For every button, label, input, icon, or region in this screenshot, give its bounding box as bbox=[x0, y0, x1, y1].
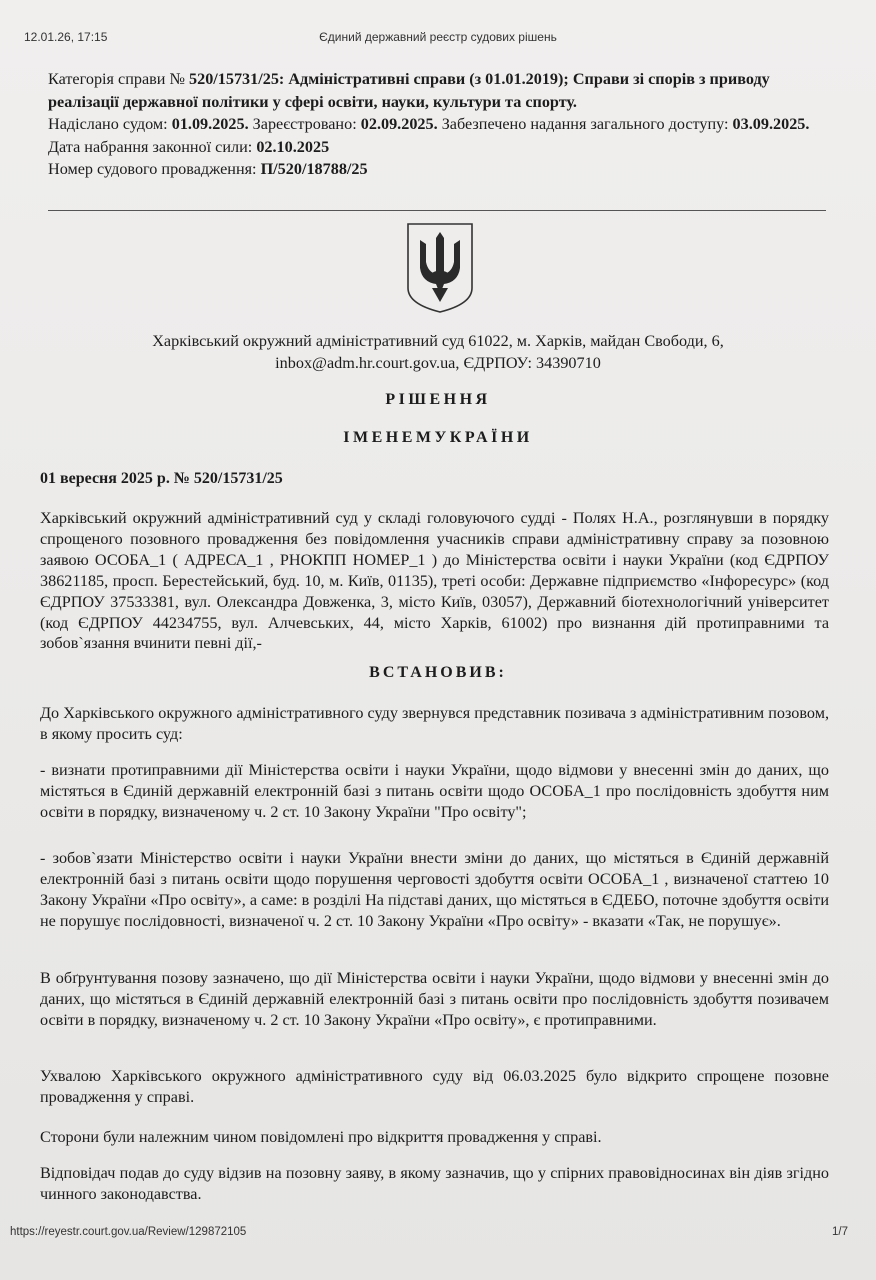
page-number: 1/7 bbox=[832, 1226, 848, 1238]
court-address bbox=[60, 330, 816, 374]
case-category: Категорія справи № 520/15731/25: Адміністративні справи (з 01.01.2019); Справи зі спорів з приводу реалізації державної політики у сфері освіти, науки, культури та спорту. bbox=[48, 70, 770, 111]
court-address-line1: Харківський окружний адміністративний суд 61022, м. Харків, майдан Свободи, 6, bbox=[152, 332, 724, 350]
registered-date: 02.09.2025. bbox=[360, 115, 438, 133]
access-date: 03.09.2025. bbox=[732, 115, 810, 133]
decision-date-number: 01 вересня 2025 р. № 520/15731/25 bbox=[40, 470, 283, 487]
print-url: https://reyestr.court.gov.ua/Review/129872105 bbox=[10, 1226, 247, 1238]
print-footer bbox=[10, 1226, 848, 1242]
effective-date-line: Дата набрання законної сили: 02.10.2025 bbox=[48, 137, 330, 156]
paragraph: Відповідач подав до суду відзив на позовну заяву, в якому зазначив, що у спірних правовідносинах він діяв згідно чинного законодавства. bbox=[40, 1164, 829, 1203]
print-header bbox=[20, 30, 856, 48]
case-metadata bbox=[48, 68, 818, 181]
proceeding-number: П/520/18788/25 bbox=[260, 160, 368, 178]
case-category-value: 520/15731/25: Адміністративні справи (з 01.01.2019); Справи зі спорів з приводу реалізації державної політики у сфері освіти, науки, культури та спорту. bbox=[48, 70, 770, 111]
decision-heading: РІШЕННЯ bbox=[385, 391, 491, 408]
paragraph: - зобов`язати Міністерство освіти і науки України внести зміни до даних, що містяться в Єдиній державній електронній базі з питань освіти щодо порушення черговості здобуття освіти ОСОБА_1 , визначеної статтею 10 Закону України «Про освіту», а саме: в розділі На підставі даних, що містяться в ЄДЕБО, поточне здобуття освіти не порушує послідовності, визначеної ч. 2 ст. 10 Закону України «Про освіту» - вказати «Так, не порушує». bbox=[40, 849, 829, 930]
paragraph: До Харківського окружного адміністративного суду звернувся представник позивача з адміністративним позовом, в якому просить суд: bbox=[40, 704, 829, 743]
paragraph: - визнати протиправними дії Міністерства освіти і науки України, щодо відмови у внесенні змін до даних, що містяться в Єдиній державній електронній базі з питань освіти щодо ОСОБА_1 про послідовність здобуття ним освіти в порядку, визначеному ч. 2 ст. 10 Закону України "Про освіту"; bbox=[40, 761, 829, 821]
print-datetime: 12.01.26, 17:15 bbox=[24, 30, 108, 44]
intro-paragraph: Харківський окружний адміністративний суд у складі головуючого судді - Полях Н.А., розглянувши в порядку спрощеного позовного провадження без повідомлення учасників справи адміністративну справу за позовною заявою ОСОБА_1 ( АДРЕСА_1 , РНОКПП НОМЕР_1 ) до Міністерства освіти і науки України (код ЄДРПОУ 38621185, просп. Берестейський, буд. 10, м. Київ, 01135), треті особи: Державне підприємство «Інфоресурс» (код ЄДРПОУ 37533381, вул. Олександра Довженка, 3, місто Київ, 03057), Державний біотехнологічний університет (код ЄДРПОУ 44234755, вул. Алчевських, 44, місто Харків, 61002) про визнання дій протиправними та зобов`язання вчинити певні дії,- bbox=[40, 509, 829, 653]
in-name-heading: ІМЕНЕМУКРАЇНИ bbox=[343, 429, 533, 446]
header-divider bbox=[48, 210, 826, 211]
paragraph: Сторони були належним чином повідомлені про відкриття провадження у справі. bbox=[40, 1128, 602, 1146]
established-heading: ВСТАНОВИВ: bbox=[369, 664, 507, 681]
print-page-title: Єдиний державний реєстр судових рішень bbox=[319, 30, 557, 44]
proceeding-number-line: Номер судового провадження: П/520/18788/25 bbox=[48, 160, 368, 178]
sent-date: 01.09.2025. bbox=[171, 115, 249, 133]
coat-of-arms-icon bbox=[406, 222, 474, 314]
case-dates: Надіслано судом: 01.09.2025. Зареєстровано: 02.09.2025. Забезпечено надання загального доступу: 03.09.2025. bbox=[48, 115, 810, 133]
paragraph: В обґрунтування позову зазначено, що дії Міністерства освіти і науки України, щодо відмови у внесенні змін до даних, що містяться в Єдиній державній електронній базі з питань освіти про послідовність здобуття позивачем освіти в порядку, визначеному ч. 2 ст. 10 Закону України «Про освіту», є протиправними. bbox=[40, 969, 829, 1029]
effective-date: 02.10.2025 bbox=[256, 137, 330, 156]
court-address-line2: inbox@adm.hr.court.gov.ua, ЄДРПОУ: 34390710 bbox=[275, 354, 601, 372]
paragraph: Ухвалою Харківського окружного адміністративного суду від 06.03.2025 було відкрито спрощене позовне провадження у справі. bbox=[40, 1067, 829, 1106]
